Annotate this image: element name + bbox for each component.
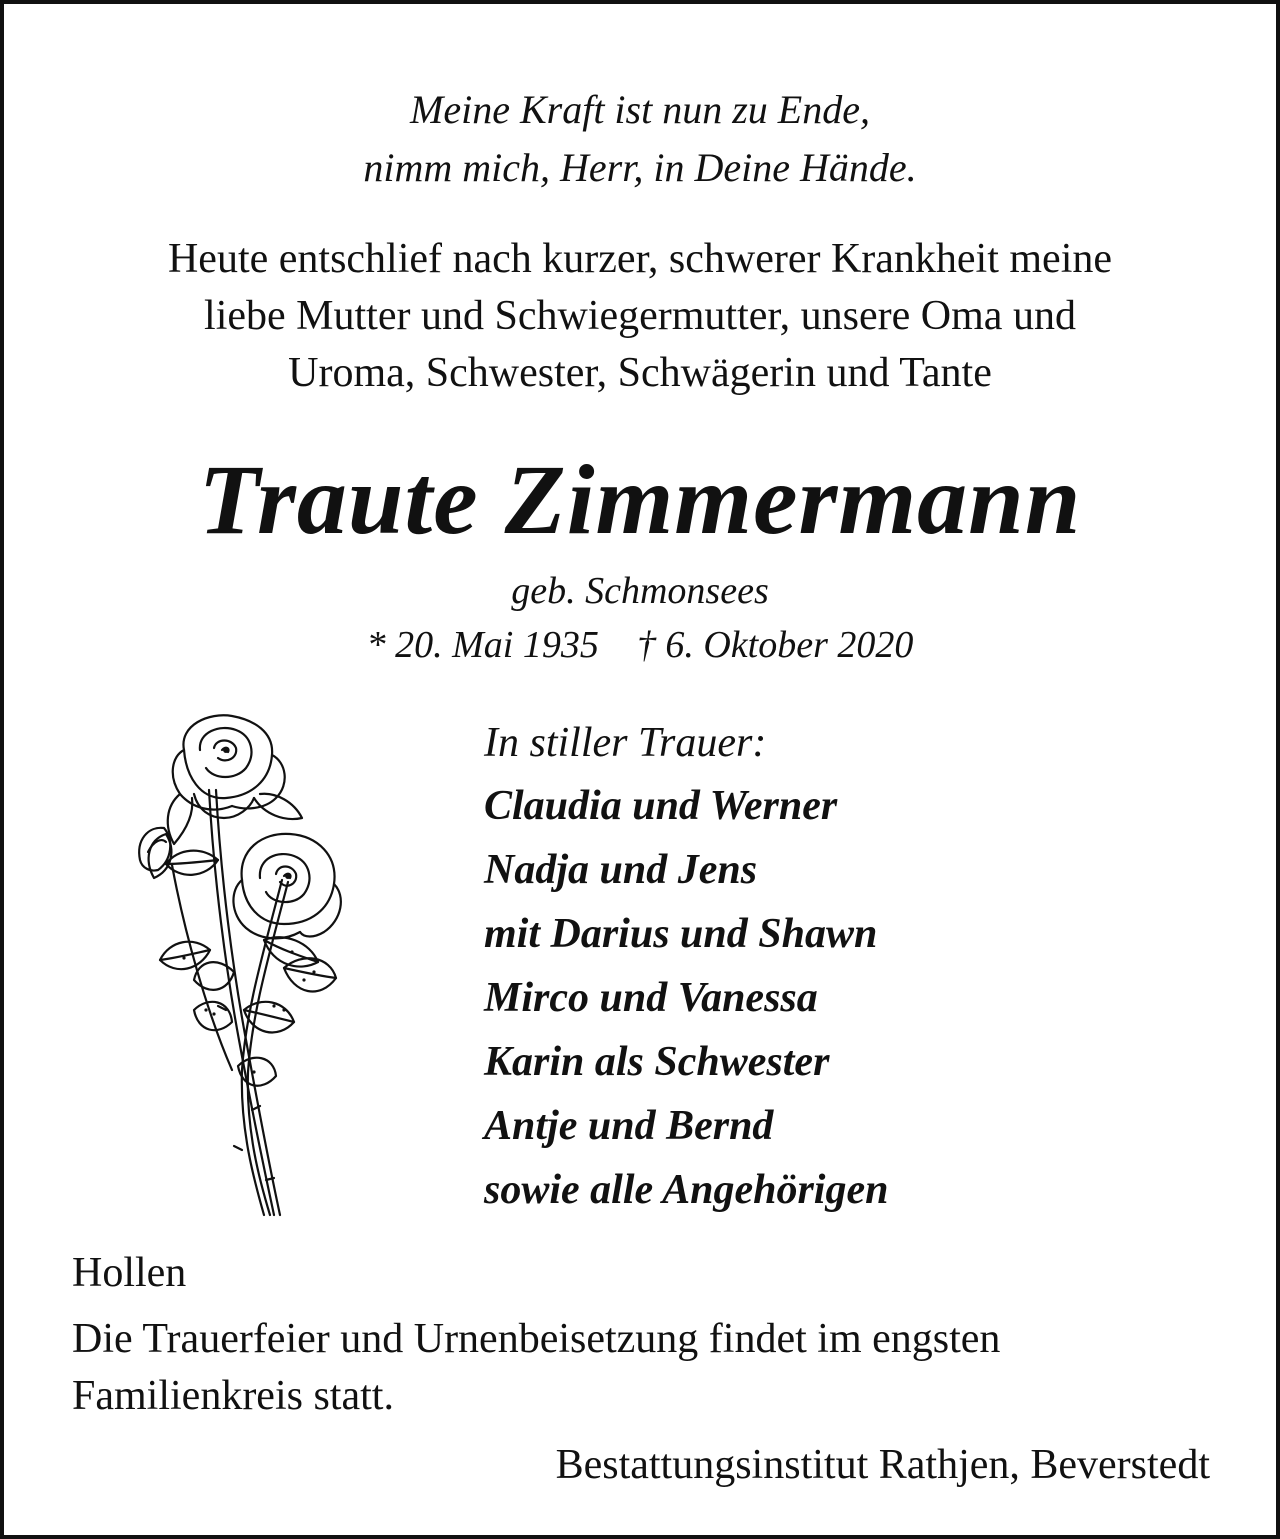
deceased-name: Traute Zimmermann	[198, 444, 1082, 555]
announcement-line-3: Uroma, Schwester, Schwägerin und Tante	[288, 350, 992, 396]
death-date: † 6. Oktober 2020	[636, 624, 914, 666]
verse-line-1: Meine Kraft ist nun zu Ende,	[410, 87, 870, 132]
mourner-name: sowie alle Angehörigen	[484, 1167, 889, 1213]
ceremony-line-1: Die Trauerfeier und Urnenbeisetzung findet im engsten	[72, 1316, 1001, 1362]
mourner-name: Mirco und Vanessa	[484, 975, 818, 1021]
mourner-name: mit Darius und Shawn	[484, 911, 878, 957]
birth-date: * 20. Mai 1935	[366, 624, 599, 666]
mourner-name: Nadja und Jens	[484, 847, 758, 893]
announcement-line-2: liebe Mutter und Schwiegermutter, unsere Oma und	[204, 293, 1076, 339]
life-dates	[4, 626, 1276, 664]
announcement-line-1: Heute entschlief nach kurzer, schwerer Krankheit meine	[167, 236, 1113, 282]
place-name: Hollen	[72, 1250, 187, 1296]
ceremony-line-2: Familienkreis statt.	[72, 1373, 394, 1419]
funeral-home: Bestattungsinstitut Rathjen, Beverstedt	[555, 1442, 1210, 1488]
mourners-heading: In stiller Trauer:	[484, 720, 767, 766]
birth-name: geb. Schmonsees	[511, 570, 769, 612]
mourner-name: Antje und Bernd	[484, 1103, 774, 1149]
rose-icon	[114, 710, 354, 1230]
verse-line-2: nimm mich, Herr, in Deine Hände.	[363, 145, 917, 190]
mourner-name: Karin als Schwester	[484, 1039, 830, 1085]
mourner-name: Claudia und Werner	[484, 783, 838, 829]
